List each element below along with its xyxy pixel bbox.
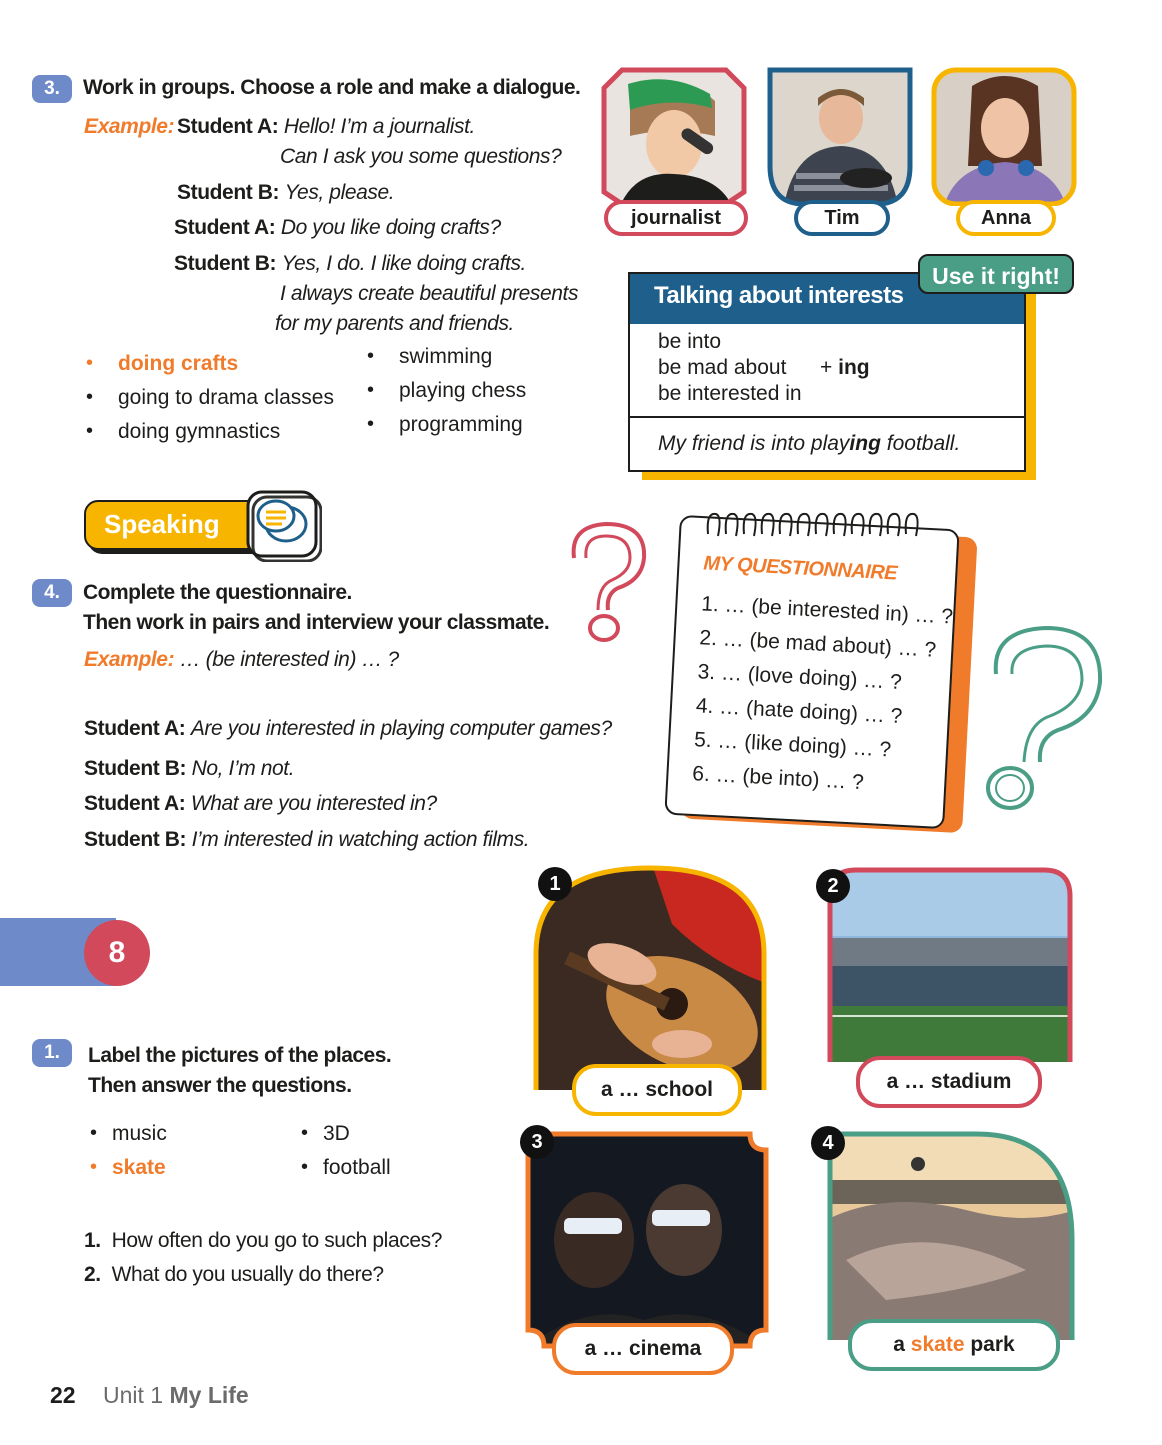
dialogue-line: Student B: Yes, I do. I like doing crafts.	[174, 252, 526, 275]
photo-cinema	[524, 1130, 770, 1350]
questionnaire-item: 4. … (hate doing) … ?	[695, 694, 903, 729]
questionnaire-item: 3. … (love doing) … ?	[697, 660, 903, 694]
exercise-3-number: 3.	[32, 75, 72, 103]
exercise-3-instruction: Work in groups. Choose a role and make a dialogue.	[83, 76, 581, 99]
photo-number-1: 1	[538, 867, 572, 901]
question-item: 1. How often do you go to such places?	[84, 1229, 442, 1252]
photo-number-3: 3	[520, 1125, 554, 1159]
dialogue-line: Student A: Hello! I’m a journalist.	[177, 115, 475, 138]
role-tag-anna: Anna	[956, 200, 1056, 236]
example-label: Example:	[84, 115, 175, 138]
photo-stadium	[826, 866, 1074, 1066]
photo-label-cinema: a … cinema	[552, 1323, 734, 1375]
photo-music-school	[532, 864, 768, 1094]
exercise-4-number: 4.	[32, 579, 72, 607]
unit-title: Unit 1 My Life	[103, 1382, 249, 1408]
word-item: • 3D	[323, 1122, 350, 1146]
journalist-portrait	[600, 66, 748, 206]
exercise-4-instruction: Then work in pairs and interview your classmate.	[83, 611, 550, 634]
exercise-1-number: 1.	[32, 1039, 72, 1067]
questionnaire-title: MY QUESTIONNAIRE	[702, 552, 898, 585]
dialogue-line: Student A: Do you like doing crafts?	[174, 216, 501, 239]
phrase: be mad about	[658, 356, 787, 379]
photo-label-school: a … school	[572, 1064, 742, 1116]
use-it-right-example: My friend is into playing football.	[658, 432, 961, 455]
option-item: • going to drama classes	[118, 386, 334, 410]
photo-number-4: 4	[811, 1126, 845, 1160]
use-it-right-badge: Use it right!	[918, 254, 1074, 294]
questionnaire-item: 2. … (be mad about) … ?	[698, 626, 937, 662]
option-item: • playing chess	[399, 379, 526, 403]
anna-portrait	[930, 66, 1078, 206]
tim-portrait	[766, 66, 914, 206]
photo-label-stadium: a … stadium	[856, 1056, 1042, 1108]
questionnaire-item: 6. … (be into) … ?	[691, 762, 865, 795]
option-item: • doing crafts	[118, 352, 238, 376]
option-item: • doing gymnastics	[118, 420, 280, 444]
dialogue-line: Student B: I’m interested in watching action films.	[84, 828, 530, 851]
question-mark-decoration-teal	[980, 622, 1110, 818]
use-it-right-title: Talking about interests	[654, 282, 904, 309]
photo-skate-park	[826, 1130, 1076, 1344]
questionnaire-content	[682, 552, 954, 825]
exercise-1-instruction: Then answer the questions.	[88, 1074, 352, 1097]
dialogue-line: Student A: What are you interested in?	[84, 792, 437, 815]
lesson-number: 8	[84, 920, 150, 986]
ing-suffix: + ing	[820, 356, 870, 379]
exercise-1-instruction: Label the pictures of the places.	[88, 1044, 392, 1067]
use-it-right-box	[628, 272, 1026, 472]
word-item: • football	[323, 1156, 391, 1180]
dialogue-line: Can I ask you some questions?	[280, 145, 562, 168]
role-tag-tim: Tim	[794, 200, 890, 236]
dialogue-line: for my parents and friends.	[275, 312, 514, 335]
photo-label-skate-park: a skate park	[848, 1319, 1060, 1371]
dialogue-line: Student A: Are you interested in playing computer games?	[84, 717, 612, 740]
dialogue-line: I always create beautiful presents	[280, 282, 579, 305]
questionnaire-item: 1. … (be interested in) … ?	[700, 592, 954, 629]
question-item: 2. What do you usually do there?	[84, 1263, 384, 1286]
phrase: be interested in	[658, 382, 802, 405]
exercise-4-example: Example: … (be interested in) … ?	[84, 648, 399, 671]
spiral-binding-icon	[700, 506, 940, 540]
page-number: 22	[50, 1382, 76, 1408]
dialogue-line: Student B: No, I’m not.	[84, 757, 295, 780]
dialogue-line: Student B: Yes, please.	[177, 181, 395, 204]
speech-bubbles-icon	[244, 488, 322, 562]
photo-number-2: 2	[816, 869, 850, 903]
questionnaire-item: 5. … (like doing) … ?	[693, 728, 892, 762]
role-tag-journalist: journalist	[604, 200, 748, 236]
phrase: be into	[658, 330, 722, 353]
word-item: • music	[112, 1122, 167, 1146]
word-item: • skate	[112, 1156, 166, 1180]
option-item: • swimming	[399, 345, 492, 369]
speaking-label: Speaking	[104, 509, 220, 539]
option-item: • programming	[399, 413, 523, 437]
exercise-4-instruction: Complete the questionnaire.	[83, 581, 352, 604]
question-mark-decoration-red	[560, 518, 656, 648]
divider	[630, 416, 1024, 418]
